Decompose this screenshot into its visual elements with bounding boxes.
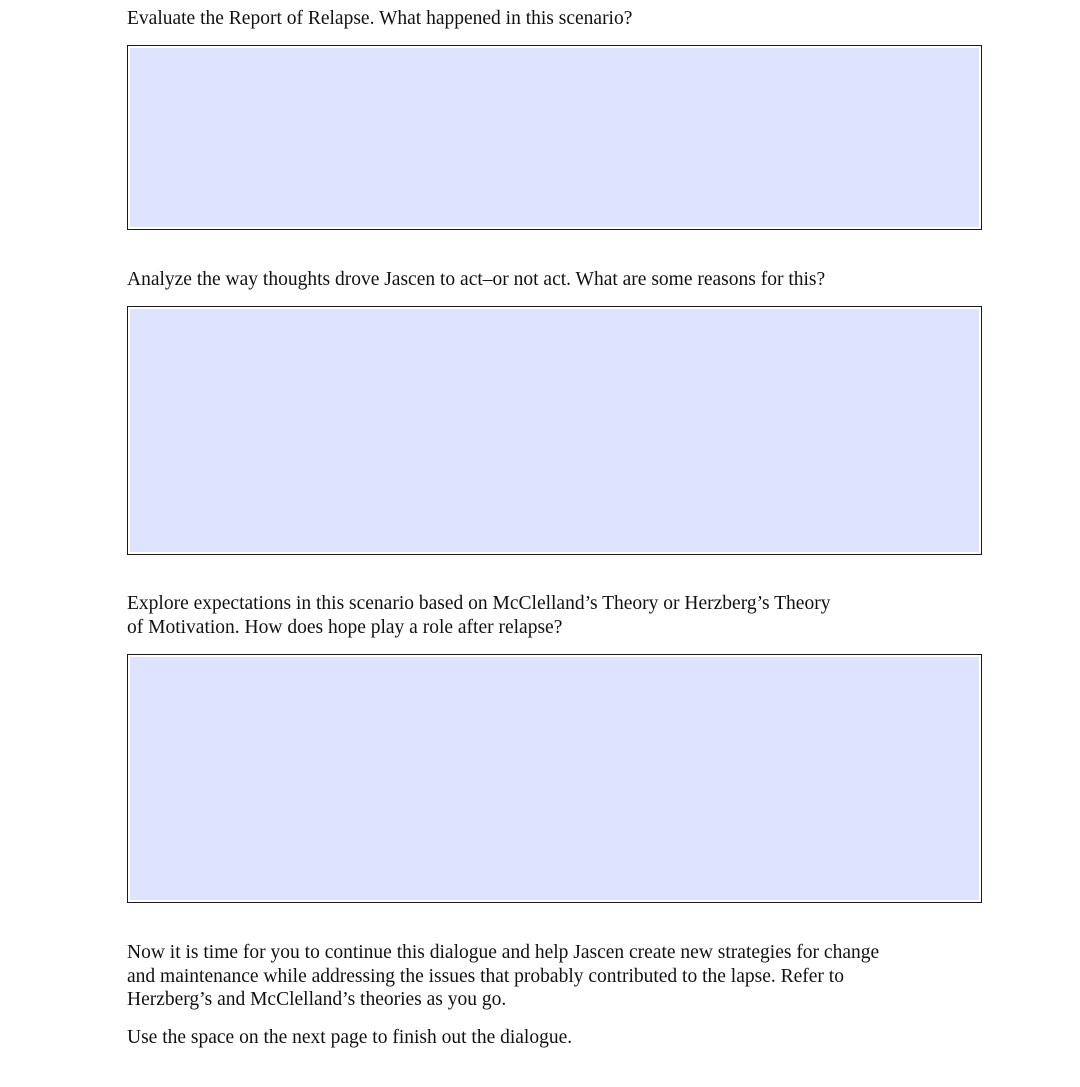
question-2-answer-field xyxy=(127,306,982,555)
question-2-prompt: Analyze the way thoughts drove Jascen to act–or not act. What are some reasons for this? xyxy=(127,269,826,290)
question-1-answer-field xyxy=(127,45,982,230)
question-3-answer-input[interactable] xyxy=(130,657,979,900)
next-page-note: Use the space on the next page to finish out the dialogue. xyxy=(127,1027,573,1048)
question-2-answer-input[interactable] xyxy=(130,309,979,552)
question-3-answer-field xyxy=(127,654,982,903)
question-3-prompt: Explore expectations in this scenario based on McClelland’s Theory or Herzberg’s Theory of Motivation. How does hope play a role after relapse? xyxy=(127,593,831,638)
instructions-paragraph: Now it is time for you to continue this dialogue and help Jascen create new strategies for change and maintenance while addressing the issues that probably contributed to the lapse. Refer to Herzberg’s and McClelland’s theories as you go. xyxy=(127,942,880,1010)
question-1-answer-input[interactable] xyxy=(130,48,979,227)
question-1-prompt: Evaluate the Report of Relapse. What happened in this scenario? xyxy=(127,8,633,29)
